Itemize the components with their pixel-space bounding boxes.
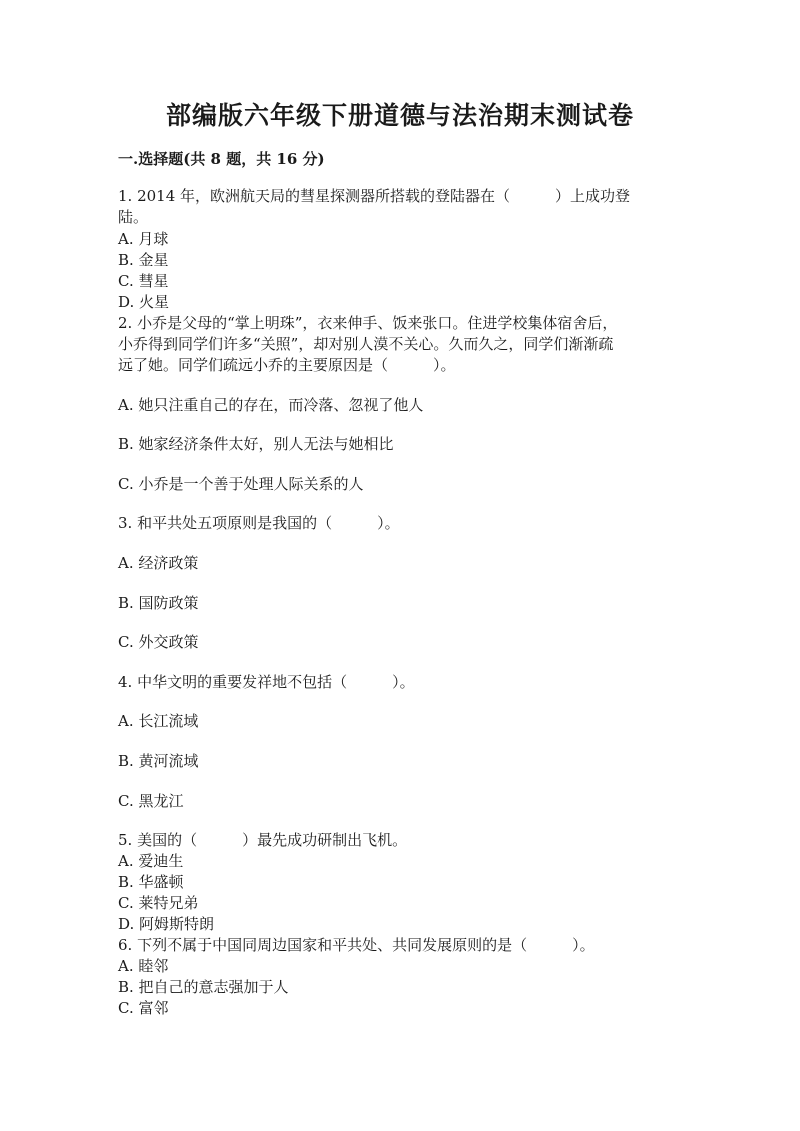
question-5-option-d: D. 阿姆斯特朗 [118,915,215,933]
question-6-stem [118,935,678,956]
question-2-option-b: B. 她家经济条件太好，别人无法与她相比 [118,435,394,453]
question-3-stem [118,513,678,534]
question-2-option-a: A. 她只注重自己的存在，而冷落、忽视了他人 [118,396,424,414]
question-text-line: 1. 2014 年，欧洲航天局的彗星探测器所搭载的登陆器在（ ）上成功登 [118,187,631,205]
question-1-option-b: B. 金星 [118,251,169,269]
question-text-line: 小乔得到同学们许多“关照”，却对别人漠不关心。久而久之，同学们渐渐疏 [118,335,614,353]
question-5-option-c: C. 莱特兄弟 [118,894,199,912]
question-1-option-d: D. 火星 [118,293,170,311]
question-5-option-a: A. 爱迪生 [118,852,184,870]
question-text-line: 远了她。同学们疏远小乔的主要原因是（ ）。 [118,356,456,374]
question-6-option-c: C. 富邻 [118,999,169,1017]
question-6-option-a: A. 睦邻 [118,957,169,975]
question-text-line: 3. 和平共处五项原则是我国的（ ）。 [118,514,400,532]
question-4-option-b: B. 黄河流域 [118,752,199,770]
question-3-option-a: A. 经济政策 [118,554,199,572]
question-1-stem [118,186,678,228]
question-5-option-b: B. 华盛顿 [118,873,184,891]
question-1-option-a: A. 月球 [118,230,169,248]
question-6-option-b: B. 把自己的意志强加于人 [118,978,289,996]
question-text-line: 5. 美国的（ ）最先成功研制出飞机。 [118,831,408,849]
question-4-option-c: C. 黑龙江 [118,792,184,810]
question-text-line: 4. 中华文明的重要发祥地不包括（ ）。 [118,673,415,691]
page-title: 部编版六年级下册道德与法治期末测试卷 [165,101,634,130]
question-4-stem [118,672,678,693]
question-text-line: 陆。 [118,208,149,226]
question-2-option-c: C. 小乔是一个善于处理人际关系的人 [118,475,364,493]
question-1-option-c: C. 彗星 [118,272,169,290]
question-text-line: 6. 下列不属于中国同周边国家和平共处、共同发展原则的是（ ）。 [118,936,595,954]
question-2-stem [118,313,678,376]
question-3-option-b: B. 国防政策 [118,594,199,612]
question-3-option-c: C. 外交政策 [118,633,199,651]
question-5-stem [118,830,678,851]
question-4-option-a: A. 长江流域 [118,712,199,730]
section-heading: 一.选择题(共 8 题，共 16 分) [118,150,325,168]
question-text-line: 2. 小乔是父母的“掌上明珠”，衣来伸手、饭来张口。住进学校集体宿舍后， [118,314,618,332]
